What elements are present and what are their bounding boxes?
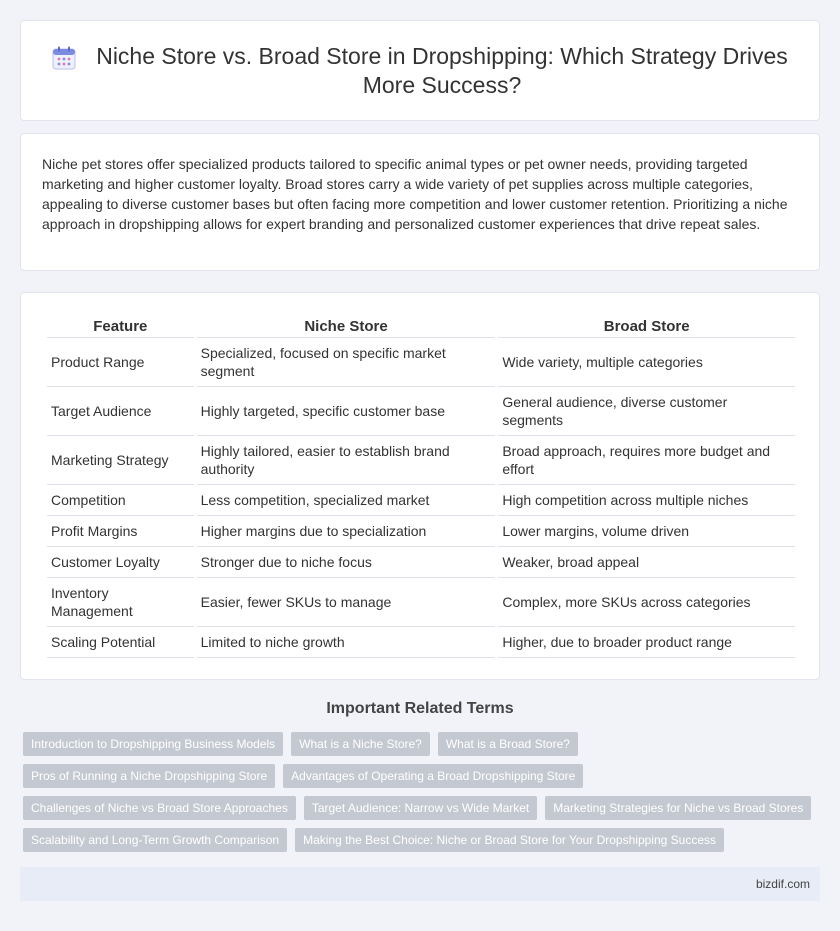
column-header-broad: Broad Store <box>498 313 795 338</box>
broad-cell: Broad approach, requires more budget and effort <box>498 436 795 485</box>
related-term-tag[interactable]: Pros of Running a Niche Dropshipping Store <box>23 764 275 788</box>
tag-row <box>23 732 823 756</box>
page-title: Niche Store vs. Broad Store in Dropshipping: Which Strategy Drives More Success? <box>96 42 788 98</box>
related-term-tag[interactable]: Target Audience: Narrow vs Wide Market <box>304 796 537 820</box>
table-row <box>47 338 795 387</box>
broad-cell: Higher, due to broader product range <box>498 627 795 658</box>
tag-row <box>23 828 823 852</box>
related-term-tag[interactable]: What is a Niche Store? <box>291 732 430 756</box>
feature-cell: Profit Margins <box>47 516 194 547</box>
table-row <box>47 547 795 578</box>
feature-cell: Marketing Strategy <box>47 436 194 485</box>
column-header-feature: Feature <box>47 313 194 338</box>
table-row <box>47 387 795 436</box>
related-term-tag[interactable]: Introduction to Dropshipping Business Models <box>23 732 283 756</box>
niche-cell: Highly tailored, easier to establish brand authority <box>197 436 496 485</box>
comparison-table-card <box>20 292 820 680</box>
calendar-icon <box>51 45 77 71</box>
related-term-tag[interactable]: Marketing Strategies for Niche vs Broad Stores <box>545 796 811 820</box>
niche-cell: Highly targeted, specific customer base <box>197 387 496 436</box>
related-term-tag[interactable]: Advantages of Operating a Broad Dropshipping Store <box>283 764 583 788</box>
niche-cell: Higher margins due to specialization <box>197 516 496 547</box>
intro-paragraph: Niche pet stores offer specialized products tailored to specific animal types or pet owner needs, providing targeted marketing and higher customer loyalty. Broad stores carry a wide variety of pet supplies across multiple categories, appealing to diverse customer bases but often facing more competition and lower customer retention. Prioritizing a niche approach in dropshipping allows for expert branding and personalized customer experiences that drive repeat sales. <box>42 156 788 232</box>
column-header-niche: Niche Store <box>197 313 496 338</box>
comparison-table <box>44 313 798 658</box>
tag-row <box>23 764 823 788</box>
niche-cell: Limited to niche growth <box>197 627 496 658</box>
footer-site-link[interactable]: bizdif.com <box>755 877 810 891</box>
feature-cell: Inventory Management <box>47 578 194 627</box>
tag-row <box>23 796 823 820</box>
broad-cell: Weaker, broad appeal <box>498 547 795 578</box>
table-row <box>47 485 795 516</box>
related-terms-title: Important Related Terms <box>326 700 514 717</box>
table-row <box>47 436 795 485</box>
table-row <box>47 516 795 547</box>
table-header-row <box>47 313 795 338</box>
niche-cell: Less competition, specialized market <box>197 485 496 516</box>
niche-cell: Specialized, focused on specific market segment <box>197 338 496 387</box>
related-term-tag[interactable]: Scalability and Long-Term Growth Comparison <box>23 828 287 852</box>
table-row <box>47 578 795 627</box>
header-card <box>20 20 820 121</box>
header-inner <box>21 21 819 120</box>
feature-cell: Customer Loyalty <box>47 547 194 578</box>
feature-cell: Scaling Potential <box>47 627 194 658</box>
intro-card <box>20 133 820 271</box>
feature-cell: Competition <box>47 485 194 516</box>
footer <box>20 867 820 901</box>
related-term-tag[interactable]: Challenges of Niche vs Broad Store Approaches <box>23 796 296 820</box>
related-terms-list <box>23 732 823 860</box>
broad-cell: High competition across multiple niches <box>498 485 795 516</box>
niche-cell: Easier, fewer SKUs to manage <box>197 578 496 627</box>
broad-cell: Wide variety, multiple categories <box>498 338 795 387</box>
related-term-tag[interactable]: What is a Broad Store? <box>438 732 578 756</box>
related-term-tag[interactable]: Making the Best Choice: Niche or Broad Store for Your Dropshipping Success <box>295 828 724 852</box>
broad-cell: Lower margins, volume driven <box>498 516 795 547</box>
broad-cell: Complex, more SKUs across categories <box>498 578 795 627</box>
feature-cell: Target Audience <box>47 387 194 436</box>
niche-cell: Stronger due to niche focus <box>197 547 496 578</box>
broad-cell: General audience, diverse customer segments <box>498 387 795 436</box>
table-row <box>47 627 795 658</box>
feature-cell: Product Range <box>47 338 194 387</box>
